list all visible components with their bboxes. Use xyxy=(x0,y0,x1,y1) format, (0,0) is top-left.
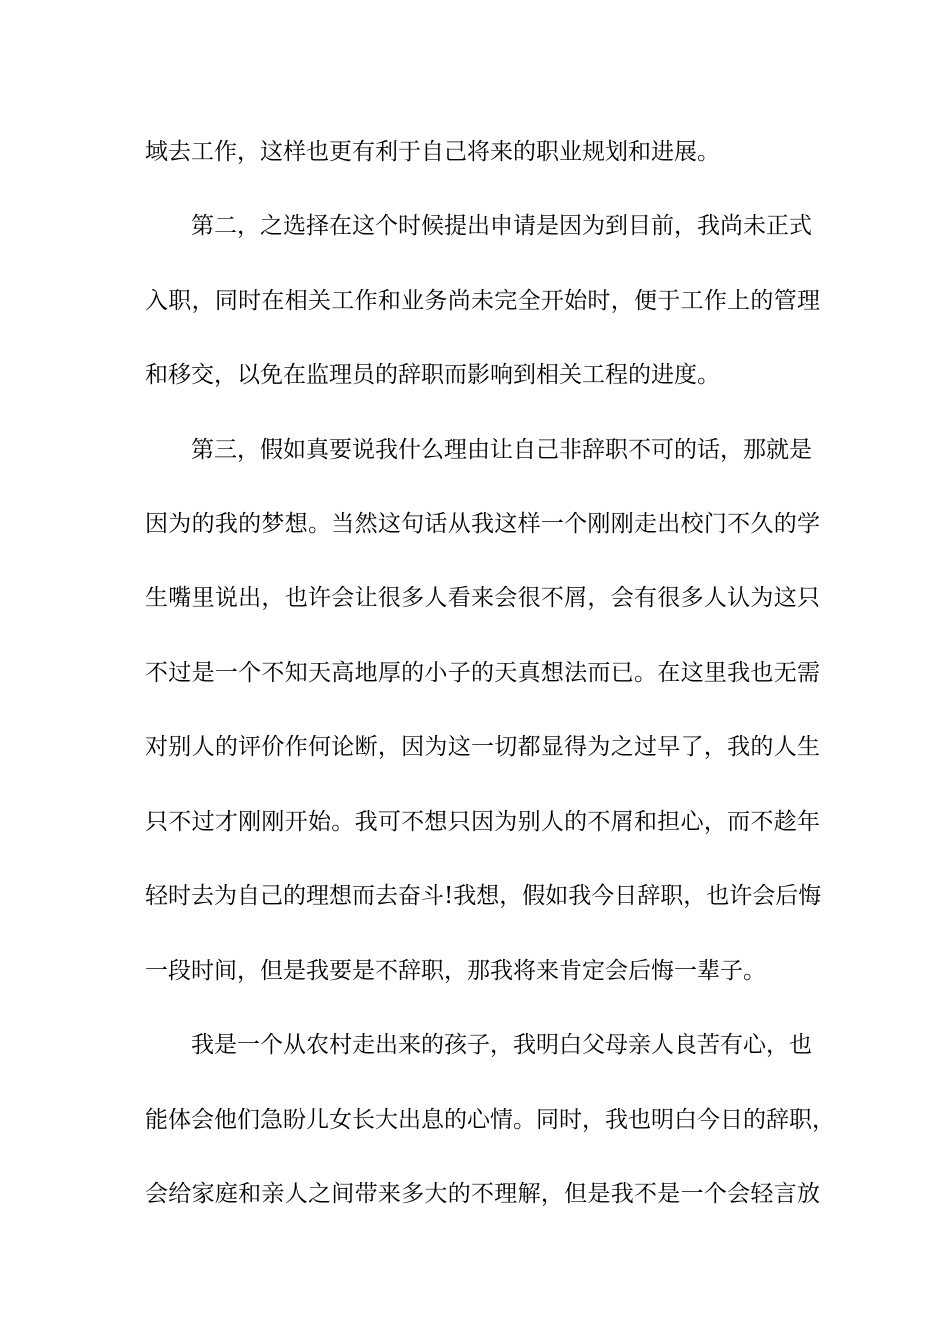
text-line-4: 和移交，以免在监理员的辞职而影响到相关工程的进度。 xyxy=(145,362,720,388)
text-line-6: 因为的我的梦想。当然这句话从我这样一个刚刚走出校门不久的学 xyxy=(145,511,820,537)
text-line-11: 轻时去为自己的理想而去奋斗!我想，假如我今日辞职，也许会后悔 xyxy=(145,883,822,909)
text-line-1: 域去工作，这样也更有利于自己将来的职业规划和进展。 xyxy=(145,139,720,165)
text-line-14: 能体会他们急盼儿女长大出息的心情。同时，我也明白今日的辞职， xyxy=(145,1107,835,1133)
text-line-15: 会给家庭和亲人之间带来多大的不理解，但是我不是一个会轻言放 xyxy=(145,1181,820,1207)
text-line-7: 生嘴里说出，也许会让很多人看来会很不屑，会有很多人认为这只 xyxy=(145,585,820,611)
text-line-3: 入职，同时在相关工作和业务尚未完全开始时，便于工作上的管理 xyxy=(145,288,820,314)
text-line-9: 对别人的评价作何论断，因为这一切都显得为之过早了，我的人生 xyxy=(145,734,820,760)
text-line-2: 第二，之选择在这个时候提出申请是因为到目前，我尚未正式 xyxy=(191,213,812,239)
text-line-13: 我是一个从农村走出来的孩子，我明白父母亲人良苦有心，也 xyxy=(191,1032,812,1058)
text-line-5: 第三，假如真要说我什么理由让自己非辞职不可的话，那就是 xyxy=(191,437,812,463)
text-line-12: 一段时间，但是我要是不辞职，那我将来肯定会后悔一辈子。 xyxy=(145,958,766,984)
text-line-10: 只不过才刚刚开始。我可不想只因为别人的不屑和担心，而不趁年 xyxy=(145,809,820,835)
text-line-8: 不过是一个不知天高地厚的小子的天真想法而已。在这里我也无需 xyxy=(145,660,820,686)
